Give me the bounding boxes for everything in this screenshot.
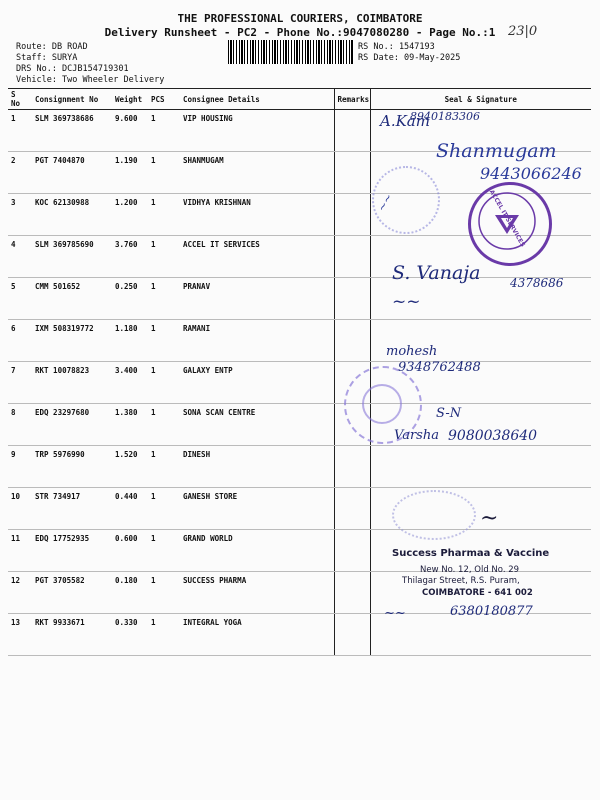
cell-remarks <box>334 320 370 362</box>
cell-weight: 1.180 <box>112 320 148 362</box>
cell-sno: 10 <box>8 488 32 530</box>
cell-weight: 0.440 <box>112 488 148 530</box>
cell-consignment: TRP 5976990 <box>32 446 112 488</box>
cell-sno: 5 <box>8 278 32 320</box>
cell-consignee: PRANAV <box>180 278 334 320</box>
cell-sno: 8 <box>8 404 32 446</box>
table-row <box>8 320 591 362</box>
cell-consignment: EDQ 17752935 <box>32 530 112 572</box>
table-row <box>8 362 591 404</box>
page-handwritten-note: 23|0 <box>508 24 538 39</box>
runsheet-title: Delivery Runsheet - PC2 - Phone No.:9047080280 - Page No.:1 <box>104 26 496 39</box>
cell-weight: 0.180 <box>112 572 148 614</box>
cell-remarks <box>334 194 370 236</box>
table-row <box>8 488 591 530</box>
cell-pcs: 1 <box>148 530 180 572</box>
signature-row7-phone: 9348762488 <box>398 360 481 375</box>
col-weight: Weight <box>112 89 148 110</box>
cell-remarks <box>334 488 370 530</box>
cell-weight: 0.600 <box>112 530 148 572</box>
signature-row2-phone: 9443066246 <box>480 164 582 183</box>
cell-consignee: DINESH <box>180 446 334 488</box>
cell-pcs: 1 <box>148 236 180 278</box>
pharma-stamp-name: Success Pharmaa & Vaccine <box>392 548 550 559</box>
cell-sno: 2 <box>8 152 32 194</box>
cell-weight: 1.380 <box>112 404 148 446</box>
cell-sno: 13 <box>8 614 32 656</box>
signature-row2-name: Shanmugam <box>436 140 557 162</box>
cell-pcs: 1 <box>148 278 180 320</box>
rs-number: RS No.: 1547193 <box>358 42 435 52</box>
cell-weight: 9.600 <box>112 110 148 152</box>
cell-weight: 0.250 <box>112 278 148 320</box>
drs-number: DRS No.: DCJB154719301 <box>16 64 129 74</box>
col-pcs: PCS <box>148 89 180 110</box>
cell-consignment: KOC 62130988 <box>32 194 112 236</box>
cell-consignment: STR 734917 <box>32 488 112 530</box>
cell-pcs: 1 <box>148 320 180 362</box>
pharma-stamp-addr1: New No. 12, Old No. 29 <box>420 565 520 575</box>
cell-remarks <box>334 236 370 278</box>
cell-consignee: ACCEL IT SERVICES <box>180 236 334 278</box>
table-row <box>8 614 591 656</box>
cell-consignee: SHANMUGAM <box>180 152 334 194</box>
cell-pcs: 1 <box>148 572 180 614</box>
col-consignee: Consignee Details <box>180 89 334 110</box>
cell-consignee: VIP HOUSING <box>180 110 334 152</box>
signature-row3-scribble: ~~ <box>374 191 396 214</box>
cell-pcs: 1 <box>148 194 180 236</box>
cell-pcs: 1 <box>148 446 180 488</box>
cell-consignee: GANESH STORE <box>180 488 334 530</box>
signature-row1-phone: 8940183306 <box>410 110 480 123</box>
cell-pcs: 1 <box>148 362 180 404</box>
cell-pcs: 1 <box>148 110 180 152</box>
cell-weight: 1.520 <box>112 446 148 488</box>
cell-consignment: RKT 9933671 <box>32 614 112 656</box>
cell-sno: 1 <box>8 110 32 152</box>
barcode-icon <box>228 40 354 64</box>
cell-remarks <box>334 530 370 572</box>
cell-remarks <box>334 152 370 194</box>
cell-pcs: 1 <box>148 614 180 656</box>
cell-remarks <box>334 446 370 488</box>
cell-sno: 7 <box>8 362 32 404</box>
cell-consignee: INTEGRAL YOGA <box>180 614 334 656</box>
cell-consignment: IXM 508319772 <box>32 320 112 362</box>
table-row <box>8 278 591 320</box>
cell-consignee: SONA SCAN CENTRE <box>180 404 334 446</box>
accel-stamp-text: ACCEL IT SERVICES <box>487 188 527 249</box>
cell-weight: 1.200 <box>112 194 148 236</box>
cell-pcs: 1 <box>148 152 180 194</box>
pharma-stamp-city: COIMBATORE - 641 002 <box>422 588 533 598</box>
cell-consignee: GALAXY ENTP <box>180 362 334 404</box>
cell-remarks <box>334 278 370 320</box>
cell-signature <box>370 446 591 488</box>
signature-row1-name: A.Kam <box>380 112 430 130</box>
cell-consignment: RKT 10078823 <box>32 362 112 404</box>
cell-sno: 6 <box>8 320 32 362</box>
cell-consignee: GRAND WORLD <box>180 530 334 572</box>
signature-row5-name: S. Vanaja <box>392 262 481 284</box>
pharma-stamp-addr2: Thilagar Street, R.S. Puram, <box>402 576 520 586</box>
staff-label: Staff: SURYA <box>16 53 78 63</box>
cell-weight: 3.760 <box>112 236 148 278</box>
cell-remarks <box>334 614 370 656</box>
table-header-row <box>8 89 591 110</box>
table-row <box>8 446 591 488</box>
cell-consignment: SLM 369785690 <box>32 236 112 278</box>
signature-row13-phone: 6380180877 <box>450 604 533 619</box>
stamp-circle-row8-inner <box>362 384 402 424</box>
vehicle-label: Vehicle: Two Wheeler Delivery <box>16 75 165 85</box>
cell-sno: 4 <box>8 236 32 278</box>
cell-consignment: EDQ 23297680 <box>32 404 112 446</box>
cell-sno: 11 <box>8 530 32 572</box>
signature-row9-name: Varsha <box>394 428 439 443</box>
cell-weight: 0.330 <box>112 614 148 656</box>
cell-consignee: VIDHYA KRISHNAN <box>180 194 334 236</box>
signature-row7-name: mohesh <box>386 344 438 359</box>
cell-consignee: SUCCESS PHARMA <box>180 572 334 614</box>
signature-row13-scribble: ~~ <box>384 606 406 621</box>
cell-consignment: CMM 501652 <box>32 278 112 320</box>
col-sno: S No <box>8 89 32 110</box>
signature-row9-phone: 9080038640 <box>448 428 538 444</box>
cell-consignment: PGT 3705582 <box>32 572 112 614</box>
col-signature: Seal & Signature <box>370 89 591 110</box>
signature-row11-scribble: ~ <box>480 506 499 531</box>
cell-consignment: PGT 7404870 <box>32 152 112 194</box>
cell-pcs: 1 <box>148 404 180 446</box>
col-consignment: Consignment No <box>32 89 112 110</box>
cell-pcs: 1 <box>148 488 180 530</box>
accel-services-stamp <box>468 182 552 266</box>
route-label: Route: DB ROAD <box>16 42 88 52</box>
cell-sno: 3 <box>8 194 32 236</box>
signature-row6-scribble: ~~ <box>392 292 421 312</box>
signature-row8-scribble: S-N <box>436 406 462 421</box>
col-remarks: Remarks <box>334 89 370 110</box>
cell-consignee: RAMANI <box>180 320 334 362</box>
signature-row5-phone: 4378686 <box>510 276 564 290</box>
cell-sno: 9 <box>8 446 32 488</box>
cell-remarks <box>334 572 370 614</box>
company-title: THE PROFESSIONAL COURIERS, COIMBATORE <box>177 12 423 25</box>
rs-date: RS Date: 09-May-2025 <box>358 53 461 63</box>
cell-remarks <box>334 110 370 152</box>
cell-consignment: SLM 369738686 <box>32 110 112 152</box>
cell-weight: 1.190 <box>112 152 148 194</box>
stamp-circle-row11 <box>392 490 476 540</box>
cell-sno: 12 <box>8 572 32 614</box>
cell-weight: 3.400 <box>112 362 148 404</box>
